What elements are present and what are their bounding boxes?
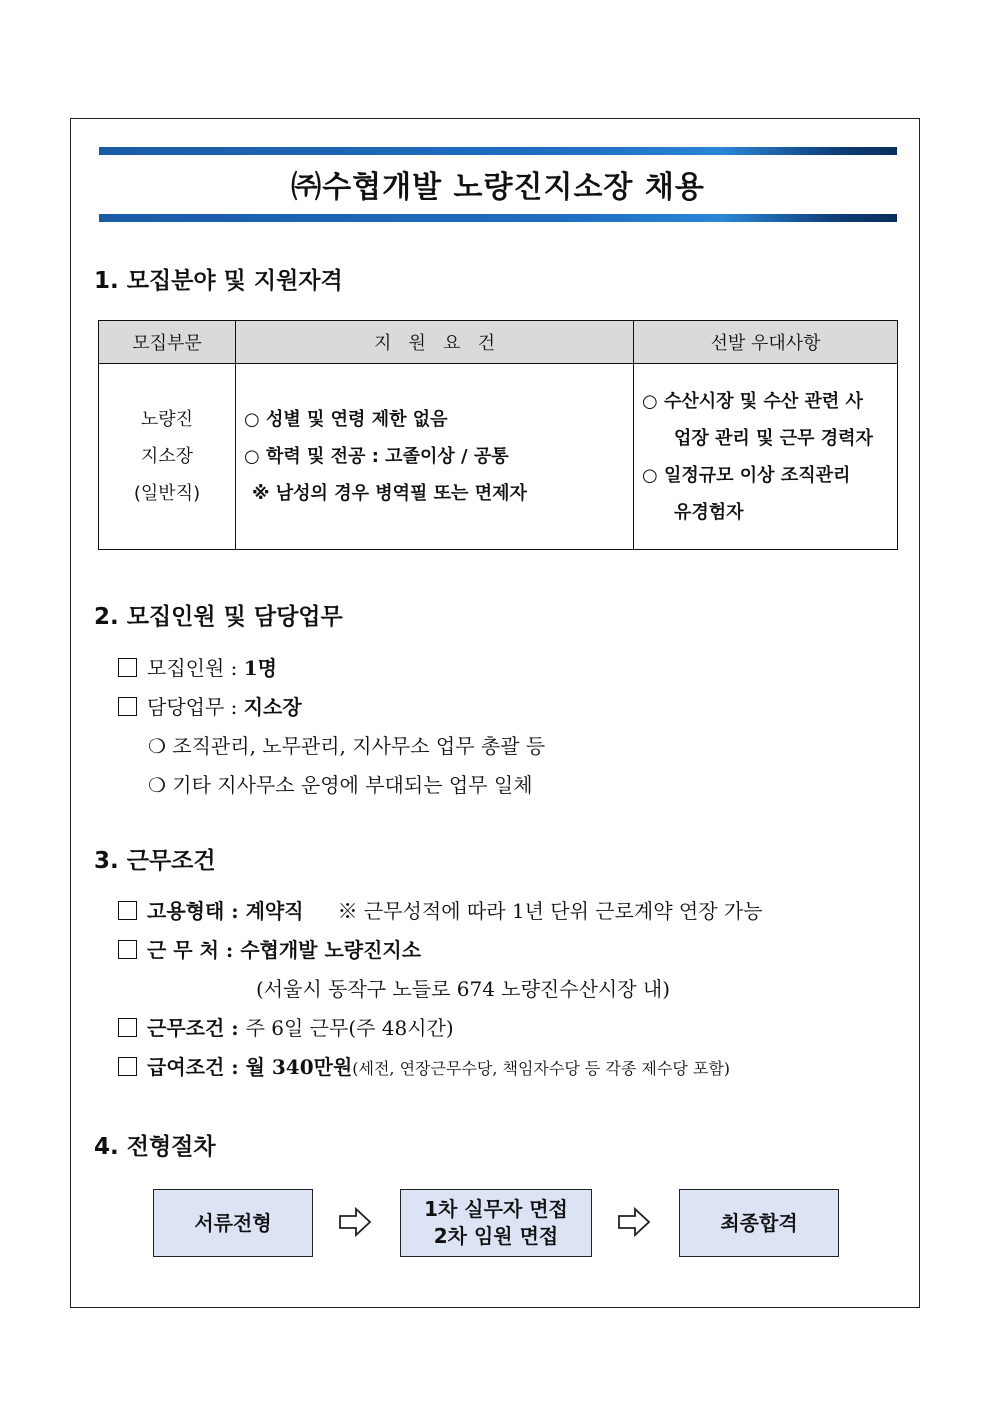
preference-item-cont: 유경험자 xyxy=(674,501,744,523)
requirement-note: ※ 남성의 경우 병역필 또는 면제자 xyxy=(252,483,527,504)
arrow-right-icon xyxy=(338,1206,372,1238)
employment-type-line: 고용형태 : 계약직 ※ 근무성적에 따라 1년 단위 근로계약 연장 가능 xyxy=(118,895,763,924)
table-header: 모집부문 xyxy=(99,321,236,364)
table-header: 선발 우대사항 xyxy=(634,321,898,364)
category-line: (일반직) xyxy=(133,483,201,504)
workplace-address: (서울시 동작구 노들로 674 노량진수산시장 내) xyxy=(256,977,671,1001)
recruit-duty-line: 담당업무 : 지소장 xyxy=(118,691,302,720)
requirement-item: ○ 성별 및 연령 제한 없음 xyxy=(244,409,448,430)
section-4-heading: 4. 전형절차 xyxy=(94,1134,216,1160)
checkbox-icon xyxy=(118,697,137,716)
preference-item: ○ 수산시장 및 수산 관련 사 xyxy=(642,390,863,412)
preferences-cell xyxy=(634,364,898,550)
section-2-heading: 2. 모집인원 및 담당업무 xyxy=(94,604,343,630)
arrow-right-icon xyxy=(617,1206,651,1238)
category-cell xyxy=(99,364,236,550)
requirements-cell xyxy=(236,364,634,550)
preference-item: ○ 일정규모 이상 조직관리 xyxy=(642,464,851,486)
table-header: 지 원 요 건 xyxy=(236,321,634,364)
page-title: ㈜수협개발 노량진지소장 채용 xyxy=(291,170,705,205)
duty-item: ❍ 조직관리, 노무관리, 지사무소 업무 총괄 등 xyxy=(148,734,546,758)
table-header-row xyxy=(99,321,898,364)
title-top-bar xyxy=(99,147,897,155)
title-bottom-bar xyxy=(99,214,897,222)
duty-item: ❍ 기타 지사무소 운영에 부대되는 업무 일체 xyxy=(148,773,533,797)
process-step-final: 최종합격 xyxy=(679,1189,839,1257)
category-line: 노량진 xyxy=(140,409,194,430)
checkbox-icon xyxy=(118,1057,137,1076)
checkbox-icon xyxy=(118,658,137,677)
work-hours-line: 근무조건 : 주 6일 근무(주 48시간) xyxy=(118,1012,454,1041)
requirement-item: ○ 학력 및 전공 : 고졸이상 / 공통 xyxy=(244,446,509,467)
salary-line: 급여조건 : 월 340만원(세전, 연장근무수당, 책임자수당 등 각종 제수당 포함) xyxy=(118,1051,730,1080)
process-step-interview: 1차 실무자 면접 2차 임원 면접 xyxy=(400,1189,592,1257)
recruit-count-line: 모집인원 : 1명 xyxy=(118,652,277,681)
checkbox-icon xyxy=(118,901,137,920)
section-3-heading: 3. 근무조건 xyxy=(94,848,216,874)
table-row xyxy=(99,364,898,550)
checkbox-icon xyxy=(118,1018,137,1037)
preference-item-cont: 업장 관리 및 근무 경력자 xyxy=(674,427,873,449)
checkbox-icon xyxy=(118,940,137,959)
process-step-document: 서류전형 xyxy=(153,1189,313,1257)
category-line: 지소장 xyxy=(140,446,194,467)
section-1-heading: 1. 모집분야 및 지원자격 xyxy=(94,268,343,294)
workplace-line: 근 무 처 : 수협개발 노량진지소 xyxy=(118,934,421,963)
requirements-table xyxy=(98,320,898,550)
